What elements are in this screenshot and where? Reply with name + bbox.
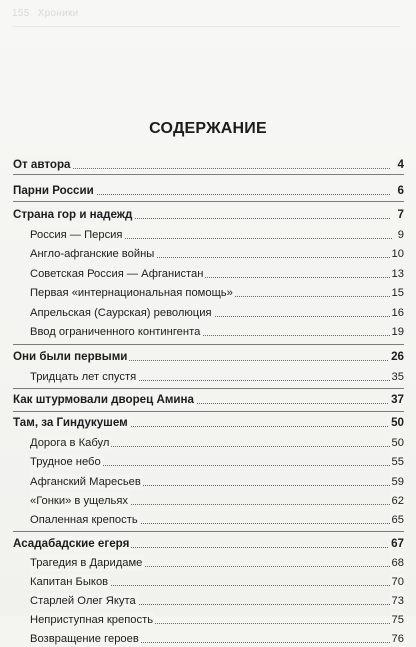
toc-row — [0, 493, 416, 509]
toc-page-number: 65 — [391, 514, 404, 526]
toc-title: Трагедия в Даридаме — [30, 557, 143, 569]
toc-title: Парни России — [13, 184, 94, 197]
toc-row — [0, 266, 416, 282]
toc-row — [0, 349, 416, 365]
toc-page-number: 35 — [391, 371, 404, 383]
toc-title: Старлей Олег Якута — [30, 595, 136, 607]
toc-title: Англо-афганские войны — [30, 248, 155, 260]
toc-page-number: 50 — [391, 437, 404, 449]
toc-separator — [13, 201, 404, 202]
toc-page-number: 73 — [391, 595, 404, 607]
toc-page-number: 7 — [397, 208, 404, 221]
toc-page-number: 67 — [391, 537, 404, 550]
toc-page-number: 6 — [397, 184, 404, 197]
toc-row — [0, 512, 416, 528]
toc-title: Как штурмовали дворец Амина — [13, 393, 195, 406]
toc-row — [0, 612, 416, 628]
toc-separator — [13, 344, 404, 345]
toc-title: Первая «интернациональная помощь» — [30, 287, 233, 299]
toc-page-number: 13 — [391, 268, 404, 280]
toc-page-number: 26 — [391, 350, 404, 363]
toc-title: Возвращение героев — [30, 633, 139, 645]
toc-page-number: 76 — [391, 633, 404, 645]
toc-title: Советская Россия — Афганистан — [30, 268, 204, 280]
toc-title: Капитан Быков — [30, 576, 109, 588]
toc-row — [0, 631, 416, 647]
toc-separator — [13, 531, 404, 532]
toc-row — [0, 183, 416, 199]
toc-row — [0, 305, 416, 321]
toc-row — [0, 227, 416, 243]
toc-row — [0, 415, 416, 431]
toc-page-number: 68 — [391, 557, 404, 569]
toc-title: «Гонки» в ущельях — [30, 495, 128, 507]
toc-title: Дорога в Кабул — [30, 437, 110, 449]
toc-title: Неприступная крепость — [30, 614, 154, 626]
toc-separator — [13, 411, 404, 412]
toc-page-number: 16 — [391, 307, 404, 319]
toc-title: Там, за Гиндукушем — [13, 416, 128, 429]
toc-page-number: 4 — [397, 158, 404, 171]
toc-page-number: 9 — [397, 229, 404, 241]
toc-title: Страна гор и надежд — [13, 208, 133, 221]
toc-title: Опаленная крепость — [30, 514, 138, 526]
toc-title: Россия — Персия — [30, 229, 123, 241]
toc-title: Они были первыми — [13, 350, 128, 363]
toc-row — [0, 435, 416, 451]
toc-row — [0, 157, 416, 173]
toc-page-number: 50 — [391, 416, 404, 429]
toc-page-number: 15 — [391, 287, 404, 299]
running-head-label: Хроники — [37, 8, 79, 19]
toc-title: Афганский Маресьев — [30, 476, 141, 488]
toc-row — [0, 369, 416, 385]
toc-page-number: 59 — [391, 476, 404, 488]
toc-title: Асадабадские егеря — [13, 537, 130, 550]
toc-separator — [13, 174, 404, 175]
toc-page-number: 70 — [391, 576, 404, 588]
toc-row — [0, 285, 416, 301]
toc-page-number: 19 — [391, 326, 404, 338]
toc-row — [0, 324, 416, 340]
toc-title: От автора — [13, 158, 71, 171]
toc-separator — [13, 388, 404, 389]
toc-page-number: 75 — [391, 614, 404, 626]
toc-page-number: 55 — [391, 456, 404, 468]
page-title: СОДЕРЖАНИЕ — [149, 120, 267, 137]
toc-row — [0, 593, 416, 609]
toc-row — [0, 207, 416, 223]
toc-row — [0, 536, 416, 552]
running-head-divider — [12, 26, 400, 27]
running-head — [12, 8, 79, 19]
toc-title: Трудное небо — [30, 456, 101, 468]
toc-page-number: 37 — [391, 393, 404, 406]
toc-title: Тридцать лет спустя — [30, 371, 137, 383]
toc-page-number: 10 — [391, 248, 404, 260]
toc-title: Апрельская (Саурская) революция — [30, 307, 212, 319]
toc-page-number: 62 — [391, 495, 404, 507]
running-head-page-number: 155 — [12, 8, 30, 19]
toc-row — [0, 574, 416, 590]
toc-row — [0, 454, 416, 470]
toc-title: Ввод ограниченного контингента — [30, 326, 201, 338]
toc-row — [0, 246, 416, 262]
toc-row — [0, 392, 416, 408]
toc-row — [0, 555, 416, 571]
toc-row — [0, 474, 416, 490]
